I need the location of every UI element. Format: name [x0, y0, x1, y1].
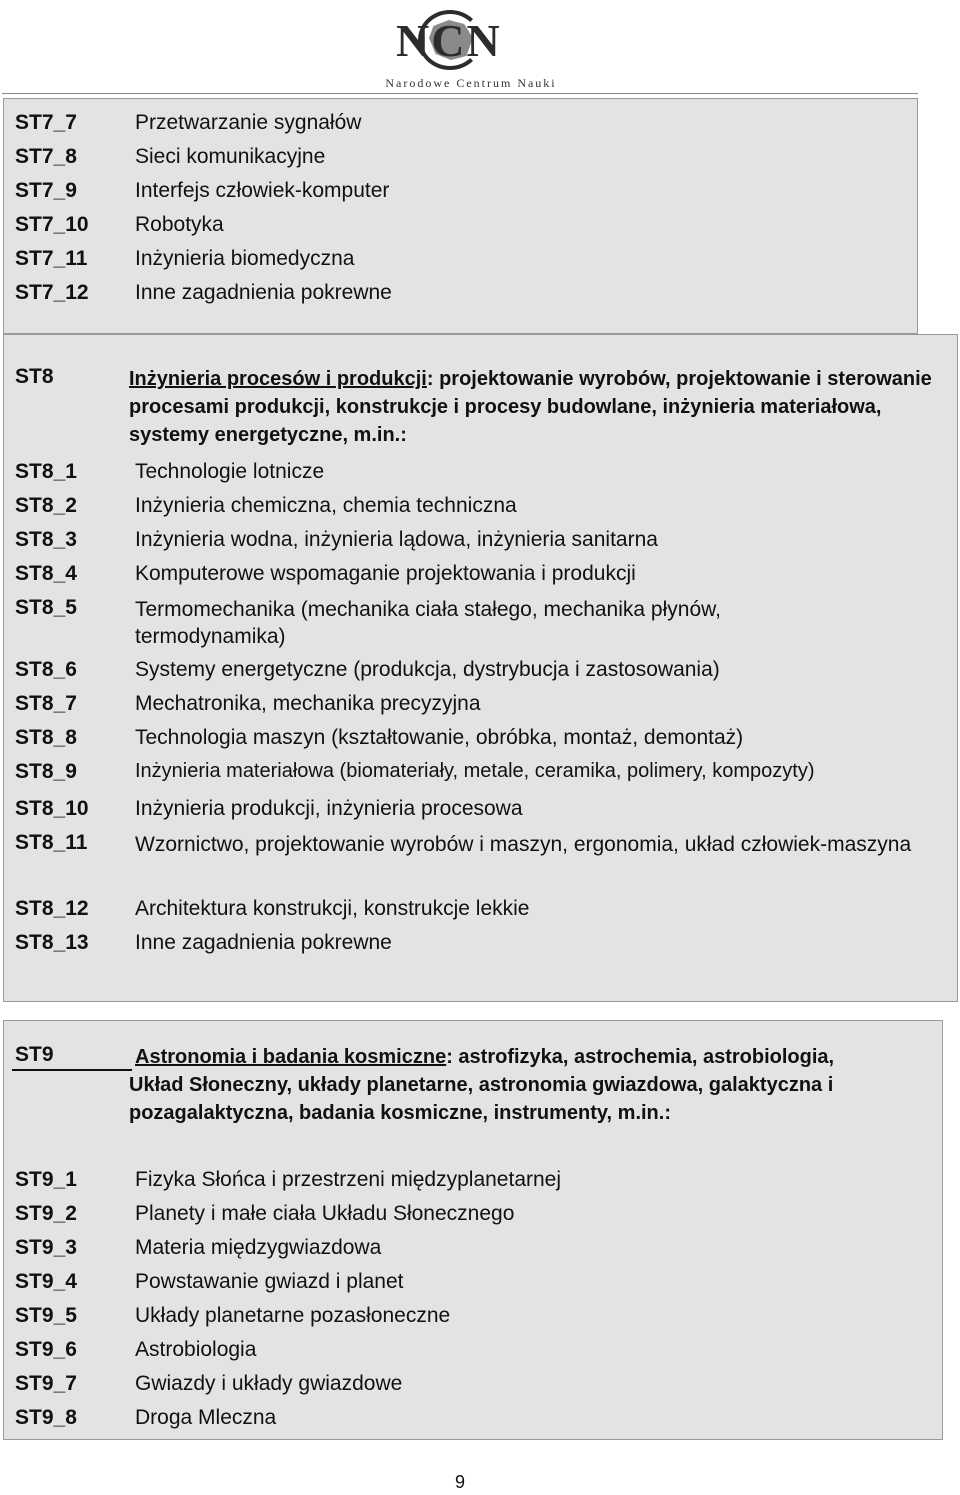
page-number: 9 — [454, 1472, 465, 1492]
item-label: Inżynieria chemiczna, chemia techniczna — [135, 494, 517, 517]
item-code: ST7_12 — [15, 281, 89, 304]
section-title: Inżynieria procesów i produkcji — [129, 368, 427, 390]
item-label: Technologia maszyn (kształtowanie, obróbka, montaż, demontaż) — [135, 726, 744, 749]
item-label: Termomechanika (mechanika ciała stałego, mechanika płynów, termodynamika) — [135, 598, 721, 648]
item-code: ST8_8 — [15, 726, 77, 749]
item-code: ST9_3 — [15, 1236, 77, 1259]
item-code: ST9_1 — [15, 1168, 77, 1191]
item-label: Układy planetarne pozasłoneczne — [135, 1304, 451, 1327]
item-code: ST7_10 — [15, 213, 89, 236]
logo-letters: NCN — [396, 15, 502, 66]
item-code: ST8_10 — [15, 797, 89, 820]
item-label: Interfejs człowiek-komputer — [135, 179, 390, 202]
section-code: ST9 — [15, 1043, 54, 1066]
item-label: Inżynieria wodna, inżynieria lądowa, inżynieria sanitarna — [135, 528, 658, 551]
item-label: Materia międzygwiazdowa — [135, 1236, 382, 1259]
item-label: Sieci komunikacyjne — [135, 145, 326, 168]
item-code: ST8_7 — [15, 692, 77, 715]
item-label: Planety i małe ciała Układu Słonecznego — [135, 1202, 515, 1225]
item-code: ST8_3 — [15, 528, 77, 551]
item-code: ST8_9 — [15, 760, 77, 783]
item-code: ST9_6 — [15, 1338, 77, 1361]
item-code: ST8_2 — [15, 494, 77, 517]
item-code: ST8_11 — [15, 831, 88, 854]
item-code: ST8_5 — [15, 596, 77, 619]
section-st9 — [3, 1020, 943, 1440]
item-code: ST9_8 — [15, 1406, 77, 1429]
item-code: ST8_12 — [15, 897, 89, 920]
logo-subtitle: Narodowe Centrum Nauki — [385, 76, 557, 90]
item-label: Gwiazdy i układy gwiazdowe — [135, 1372, 403, 1395]
section-st7 — [3, 98, 918, 334]
header-divider — [2, 93, 918, 94]
item-label: Inżynieria materiałowa (biomateriały, metale, ceramika, polimery, kompozyty) — [135, 760, 815, 782]
section-title-suffix: : projektowanie wyrobów, projektowanie i sterowanie procesami produkcji, konstrukcje i procesy budowlane, inżynieria materiałowa, systemy energetyczne, m.in.: — [129, 368, 932, 446]
item-label: Mechatronika, mechanika precyzyjna — [135, 692, 481, 715]
section-title-suffix: : astrofizyka, astrochemia, astrobiologia, Układ Słoneczny, układy planetarne, astronomia gwiazdowa, galaktyczna i pozagalaktyczna, badania kosmiczne, instrumenty, m.in.: — [129, 1046, 835, 1124]
item-code: ST8_4 — [15, 562, 77, 585]
section-heading — [129, 365, 949, 449]
item-code: ST9_2 — [15, 1202, 77, 1225]
item-label: Inne zagadnienia pokrewne — [135, 931, 392, 954]
item-label: Inżynieria biomedyczna — [135, 247, 355, 270]
item-code: ST7_11 — [15, 247, 88, 270]
item-label: Fizyka Słońca i przestrzeni międzyplanetarnej — [135, 1168, 562, 1191]
item-label: Architektura konstrukcji, konstrukcje lekkie — [135, 897, 530, 920]
item-label: Systemy energetyczne (produkcja, dystrybucja i zastosowania) — [135, 658, 720, 681]
item-label: Przetwarzanie sygnałów — [135, 111, 362, 134]
item-code: ST9_5 — [15, 1304, 77, 1327]
section-st8 — [3, 334, 958, 1002]
item-label: Inne zagadnienia pokrewne — [135, 281, 392, 304]
section-title: Astronomia i badania kosmiczne — [135, 1046, 447, 1068]
item-label: Powstawanie gwiazd i planet — [135, 1270, 404, 1293]
item-code: ST7_8 — [15, 145, 77, 168]
item-code: ST9_7 — [15, 1372, 77, 1395]
item-label: Astrobiologia — [135, 1338, 257, 1361]
item-label: Robotyka — [135, 213, 224, 236]
ncn-logo — [366, 8, 576, 88]
item-label: Technologie lotnicze — [135, 460, 325, 483]
title-underline-lead — [12, 1069, 132, 1071]
item-label: Wzornictwo, projektowanie wyrobów i maszyn, ergonomia, układ człowiek-maszyna — [135, 833, 912, 856]
item-label: Inżynieria produkcji, inżynieria procesowa — [135, 797, 523, 820]
item-label: Droga Mleczna — [135, 1406, 277, 1429]
section-code: ST8 — [15, 365, 54, 388]
item-code: ST9_4 — [15, 1270, 77, 1293]
item-code: ST7_7 — [15, 111, 77, 134]
item-code: ST8_13 — [15, 931, 89, 954]
item-code: ST8_1 — [15, 460, 77, 483]
item-label: Komputerowe wspomaganie projektowania i produkcji — [135, 562, 636, 585]
item-code: ST8_6 — [15, 658, 77, 681]
item-code: ST7_9 — [15, 179, 77, 202]
section-heading — [129, 1043, 889, 1127]
